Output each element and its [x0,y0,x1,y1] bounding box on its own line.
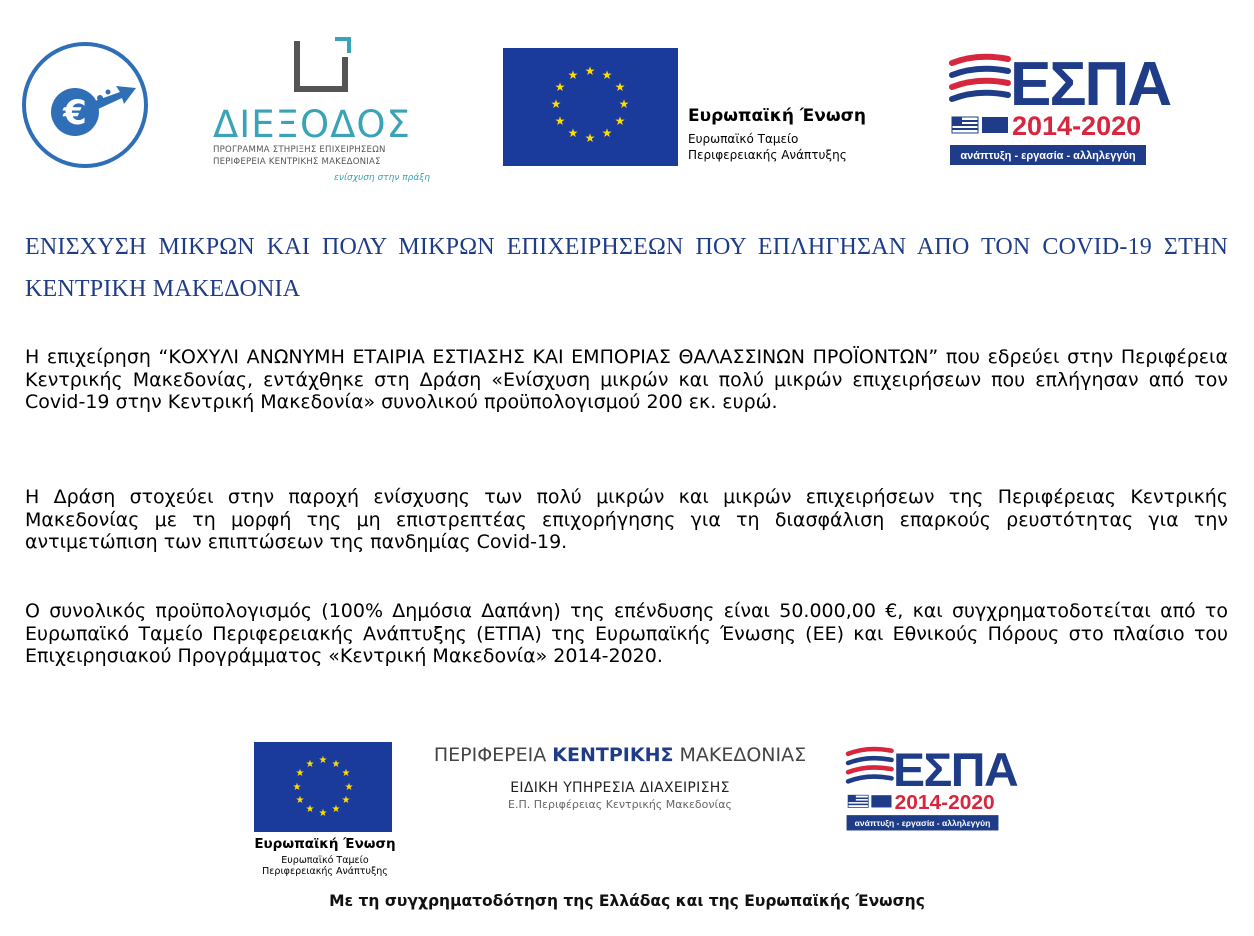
eu-name-bottom: Ευρωπαϊκή Ένωση [254,836,396,852]
svg-text:★: ★ [331,759,341,770]
eu-fund-line1: Ευρωπαϊκό Ταμείο [688,132,799,146]
greek-flag-icon [952,117,978,133]
espa-years-bottom: 2014-2020 [894,791,995,814]
dieksodos-tagline: ενίσχυση στην πράξη [334,173,430,183]
svg-text:★: ★ [318,808,328,819]
paragraph-2: Η Δράση στοχεύει στην παροχή ενίσχυσης των πολύ μικρών και μικρών επιχειρήσεων της Περιφέρειας Κεντρικής Μακεδονίας με τη μορφή της μη επιστρεπτέας επιχορήγησης για τη διασφάλιση επαρκούς ρευστότητας για την αντιμετώπιση των επιπτώσεων της πανδημίας Covid-19. [25,486,1228,554]
region-title: ΠΕΡΙΦΕΡΕΙΑ ΚΕΝΤΡΙΚΗΣ ΜΑΚΕΔΟΝΙΑΣ [433,744,807,766]
operational-program: Ε.Π. Περιφέρειας Κεντρικής Μακεδονίας [508,798,732,811]
eu-flag-icon [503,48,678,166]
managing-authority: ΕΙΔΙΚΗ ΥΠΗΡΕΣΙΑ ΔΙΑΧΕΙΡΙΣΗΣ [510,780,730,796]
svg-text:★: ★ [614,114,626,128]
espa-logo-graphic [948,45,1171,170]
svg-text:★: ★ [295,768,305,779]
espa-title-bottom: ΕΣΠΑ [893,744,1018,797]
svg-text:★: ★ [601,126,613,140]
svg-text:★: ★ [618,97,630,111]
espa-slogan: ανάπτυξη - εργασία - αλληλεγγύη [960,150,1136,162]
headline: ΕΝΙΣΧΥΣΗ ΜΙΚΡΩΝ ΚΑΙ ΠΟΛΥ ΜΙΚΡΩΝ ΕΠΙΧΕΙΡΗΣΕΩΝ ΠΟΥ ΕΠΛΗΓΗΣΑΝ ΑΠΟ ΤΟΝ COVID-19 ΣΤΗΝ ΚΕΝΤΡΙΚΗ ΜΑΚΕΔΟΝΙΑ [25,234,1228,302]
svg-text:★: ★ [567,68,579,82]
svg-text:★: ★ [601,68,613,82]
dieksodos-line2: ΠΕΡΙΦΕΡΕΙΑ ΚΕΝΤΡΙΚΗΣ ΜΑΚΕΔΟΝΙΑΣ [213,157,381,167]
eu-fund-line2: Περιφερειακής Ανάπτυξης [688,148,847,162]
eu-mini-flag-icon [871,795,891,807]
eu-logo-top [503,48,883,168]
paragraph-3: Ο συνολικός προϋπολογισμός (100% Δημόσια Δαπάνη) της επένδυσης είναι 50.000,00 €, και συγχρηματοδοτείται από το Ευρωπαϊκό Ταμείο Περιφερειακής Ανάπτυξης (ΕΤΠΑ) της Ευρωπαϊκής Ένωσης (ΕΕ) και Εθνικούς Πόρους στο πλαίσιο του Επιχειρησιακού Προγράμματος «Κεντρική Μακεδονία» 2014-2020. [25,600,1228,668]
svg-text:★: ★ [331,804,341,815]
svg-text:★: ★ [584,64,596,78]
svg-text:★: ★ [341,768,351,779]
svg-text:★: ★ [318,755,328,766]
euro-circle-logo [20,40,150,170]
square-frame-icon [293,35,353,95]
paragraph-1: Η επιχείρηση “ΚΟΧΥΛΙ ΑΝΩΝΥΜΗ ΕΤΑΙΡΙΑ ΕΣΤΙΑΣΗΣ ΚΑΙ ΕΜΠΟΡΙΑΣ ΘΑΛΑΣΣΙΝΩΝ ΠΡΟΪΟΝΤΩΝ” που εδρεύει στην Περιφέρεια Κεντρικής Μακεδονίας, εντάχθηκε στη Δράση «Ενίσχυση μικρών και πολύ μικρών επιχειρήσεων που επλήγησαν από τον Covid-19 στην Κεντρική Μακεδονία» συνολικού προϋπολογισμού 200 εκ. ευρώ. [25,346,1228,414]
svg-text:★: ★ [341,795,351,806]
svg-text:★: ★ [554,114,566,128]
espa-years: 2014-2020 [1012,111,1142,141]
cofunding-footer: Με τη συγχρηματοδότηση της Ελλάδας και της Ευρωπαϊκής Ένωσης [329,892,925,910]
svg-text:★: ★ [584,131,596,145]
svg-text:★: ★ [292,782,302,793]
eu-mini-flag-icon [982,117,1008,133]
eu-fund-line2-bottom: Περιφερειακής Ανάπτυξης [262,866,388,877]
svg-text:★: ★ [305,804,315,815]
svg-text:★: ★ [295,795,305,806]
svg-text:★: ★ [344,782,354,793]
region-authority-block [415,744,825,834]
svg-text:★: ★ [550,97,562,111]
greek-flag-icon [848,795,868,807]
espa-title: ΕΣΠΑ [1010,50,1171,119]
euro-arrow-icon [20,40,150,170]
espa-logo-top [948,45,1171,170]
eu-fund-line1-bottom: Ευρωπαϊκό Ταμείο [281,855,369,866]
svg-text:★: ★ [567,126,579,140]
eu-logo-bottom [250,742,400,882]
svg-text:€: € [63,93,87,133]
dieksodos-logo [205,35,435,185]
svg-text:★: ★ [554,80,566,94]
espa-logo-bottom [845,740,1018,832]
dieksodos-title: ΔΙΕΞΟΔΟΣ [213,103,411,146]
eu-name: Ευρωπαϊκή Ένωση [688,106,866,126]
svg-text:★: ★ [305,759,315,770]
espa-logo-graphic [845,740,1018,832]
dieksodos-line1: ΠΡΟΓΡΑΜΜΑ ΣΤΗΡΙΞΗΣ ΕΠΙΧΕΙΡΗΣΕΩΝ [213,145,386,155]
eu-flag-icon [254,742,392,832]
espa-slogan-bottom: ανάπτυξη - εργασία - αλληλεγγύη [854,817,991,828]
svg-text:★: ★ [614,80,626,94]
